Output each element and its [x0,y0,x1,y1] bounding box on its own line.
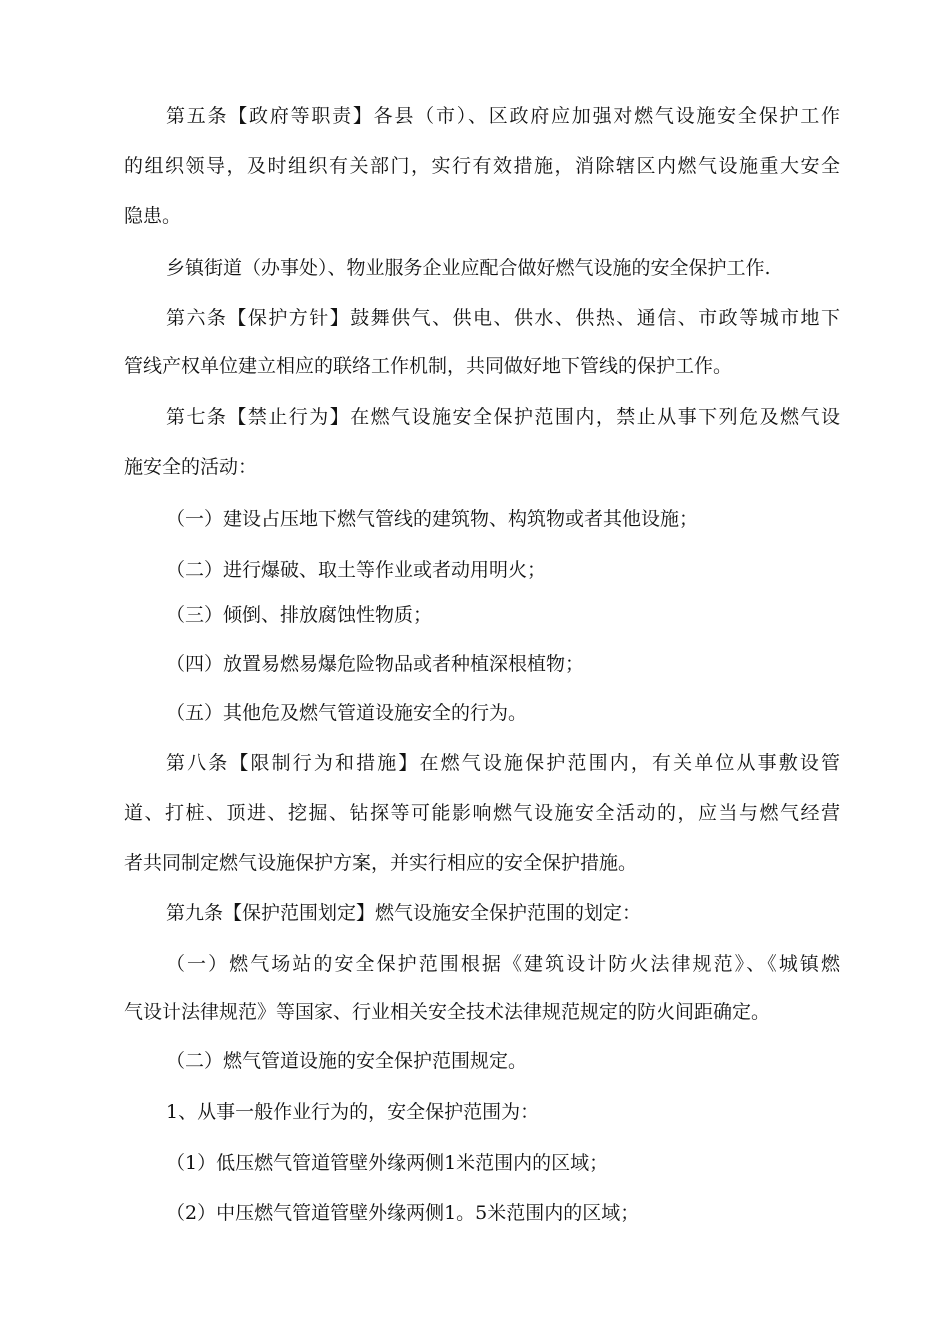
article-9-subitem-1: 1、从事一般作业行为的，安全保护范围为： [166,1101,540,1123]
article-8-line-2: 道、打桩、顶进、挖掘、钻探等可能影响燃气设施安全活动的，应当与燃气经营 [124,802,840,824]
article-7-item-4: （四）放置易燃易爆危险物品或者种植深根植物； [166,653,585,675]
article-7-item-3: （三）倾倒、排放腐蚀性物质； [166,604,433,626]
article-9-item-1-line-2: 气设计法律规范》等国家、行业相关安全技术法律规范规定的防火间距确定。 [124,1001,771,1023]
article-9-item-1-line-1: （一）燃气场站的安全保护范围根据《建筑设计防火法律规范》、《城镇燃 [166,953,840,975]
article-7-line-1: 第七条【禁止行为】在燃气设施安全保护范围内，禁止从事下列危及燃气设 [166,406,840,428]
article-5-line-2: 的组织领导，及时组织有关部门，实行有效措施，消除辖区内燃气设施重大安全 [124,155,840,177]
article-7-item-2: （二）进行爆破、取土等作业或者动用明火； [166,559,547,581]
article-5-line-3: 隐患。 [124,205,182,227]
article-5-paragraph-2: 乡镇街道（办事处）、物业服务企业应配合做好燃气设施的安全保护工作. [166,257,771,279]
article-6-line-1: 第六条【保护方针】鼓舞供气、供电、供水、供热、通信、市政等城市地下 [166,307,840,329]
article-7-item-5: （五）其他危及燃气管道设施安全的行为。 [166,702,528,724]
article-9-subitem-1-point-1: （1）低压燃气管道管壁外缘两侧1米范围内的区域； [166,1152,609,1174]
article-9-item-2: （二）燃气管道设施的安全保护范围规定。 [166,1050,528,1072]
article-7-item-1: （一）建设占压地下燃气管线的建筑物、构筑物或者其他设施； [166,508,699,530]
article-8-line-1: 第八条【限制行为和措施】在燃气设施保护范围内，有关单位从事敷设管 [166,752,840,774]
article-6-line-2: 管线产权单位建立相应的联络工作机制，共同做好地下管线的保护工作。 [124,355,733,377]
article-5-line-1: 第五条【政府等职责】各县（市）、区政府应加强对燃气设施安全保护工作 [166,105,840,127]
article-9-heading: 第九条【保护范围划定】燃气设施安全保护范围的划定： [166,902,642,924]
article-7-line-2: 施安全的活动： [124,456,258,478]
article-9-subitem-1-point-2: （2）中压燃气管道管壁外缘两侧1。5米范围内的区域； [166,1202,640,1224]
article-8-line-3: 者共同制定燃气设施保护方案，并实行相应的安全保护措施。 [124,852,638,874]
